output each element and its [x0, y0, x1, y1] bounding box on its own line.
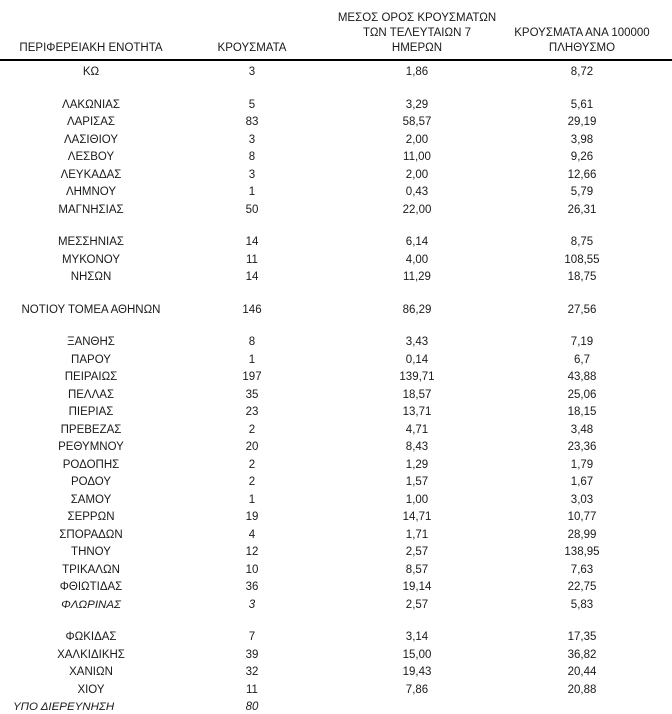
cell-spacer: [652, 474, 672, 492]
cell-per100k: 1,67: [570, 476, 594, 489]
cell-avg7: 1,00: [405, 493, 429, 506]
cell-spacer: [652, 439, 672, 457]
cell-region: ΜΥΚΟΝΟΥ: [61, 253, 121, 266]
col-header-per100k-line2: ΠΛΗΘΥΣΜΟ: [548, 42, 616, 54]
cell-cases: 50: [245, 203, 259, 216]
cell-per100k: 5,83: [570, 598, 594, 611]
cell-per100k: 6,7: [574, 353, 590, 366]
cell-region: ΧΑΛΚΙΔΙΚΗΣ: [57, 648, 125, 661]
cell-spacer: [652, 699, 672, 714]
cell-spacer: [652, 422, 672, 440]
cell-region: ΧΑΝΙΩΝ: [69, 666, 113, 679]
cell-spacer: [652, 352, 672, 370]
cell-cases: 2: [248, 458, 256, 471]
cell-avg7: 22,00: [402, 203, 432, 216]
cell-per100k: 25,06: [567, 388, 597, 401]
cell-per100k: 108,55: [564, 253, 600, 266]
cell-region: ΤΡΙΚΑΛΩΝ: [62, 563, 120, 576]
table-row: [0, 202, 672, 220]
cell-cases: 14: [245, 271, 259, 284]
cell-region: ΡΟΔΟΥ: [70, 476, 112, 489]
cell-avg7: 11,00: [403, 151, 431, 164]
cell-per100k: 22,75: [567, 581, 597, 594]
cell-spacer: [652, 387, 672, 405]
cell-spacer: [652, 457, 672, 475]
cell-per100k: 20,44: [567, 666, 597, 679]
spacer-row: [0, 614, 672, 629]
col-header-per100k: [512, 0, 652, 60]
cell-spacer: [652, 682, 672, 700]
cell-cases: 3: [248, 168, 256, 181]
cell-per100k: 7,63: [570, 563, 594, 576]
table-row: [0, 387, 672, 405]
cell-region: ΠΑΡΟΥ: [71, 353, 111, 366]
col-header-avg7-line1: ΜΕΣΟΣ ΟΡΟΣ ΚΡΟΥΣΜΑΤΩΝ: [337, 12, 497, 24]
table-row: [0, 682, 672, 700]
cell-per100k: 3,98: [570, 133, 594, 146]
cell-cases: 8: [248, 151, 256, 164]
spacer-row: [0, 82, 672, 97]
cell-region: ΠΙΕΡΙΑΣ: [68, 406, 114, 419]
cell-per100k: 138,95: [564, 546, 600, 559]
cell-avg7: 8,57: [405, 563, 429, 576]
table-row: [0, 132, 672, 150]
cell-per100k: 27,56: [567, 303, 597, 316]
cell-region: ΠΕΙΡΑΙΩΣ: [64, 371, 118, 384]
cell-region: ΧΙΟΥ: [77, 683, 105, 696]
table-row: [0, 579, 672, 597]
cell-per100k: 5,61: [570, 98, 594, 111]
cell-avg7: 4,71: [405, 423, 429, 436]
cell-cases: 2: [248, 423, 256, 436]
cell-cases: 4: [248, 528, 256, 541]
cell-region: ΝΟΤΙΟΥ ΤΟΜΕΑ ΑΘΗΝΩΝ: [21, 303, 161, 316]
cell-avg7: 19,14: [402, 581, 432, 594]
cell-cases: 3: [248, 133, 256, 146]
cell-cases: 14: [245, 236, 259, 249]
cell-region: ΠΡΕΒΕΖΑΣ: [60, 423, 122, 436]
table-row: [0, 269, 672, 287]
table-row: [0, 544, 672, 562]
cell-per100k: 10,77: [567, 511, 597, 524]
cell-spacer: [652, 252, 672, 270]
cell-cases: 11: [246, 683, 258, 696]
cell-avg7: 0,14: [405, 353, 429, 366]
table-header: [0, 0, 672, 60]
col-header-cases: [182, 0, 322, 60]
col-header-cases-label: ΚΡΟΥΣΜΑΤΑ: [217, 42, 287, 54]
cell-avg7: 13,71: [402, 406, 432, 419]
cell-per100k: 23,36: [567, 441, 597, 454]
cell-region: ΛΗΜΝΟΥ: [65, 186, 117, 199]
cell-cases: 146: [242, 303, 262, 316]
col-header-avg7-line2: ΤΩΝ ΤΕΛΕΥΤΑΙΩΝ 7: [363, 27, 471, 39]
cell-spacer: [652, 302, 672, 320]
cell-cases: 2: [248, 476, 256, 489]
cell-per100k: 29,19: [567, 116, 597, 129]
cell-spacer: [652, 527, 672, 545]
cell-cases: 32: [245, 666, 259, 679]
cell-region: ΝΗΣΩΝ: [70, 271, 112, 284]
cell-region: ΛΕΥΚΑΔΑΣ: [60, 168, 122, 181]
cell-per100k: 3,48: [570, 423, 594, 436]
cell-avg7: 2,57: [405, 546, 429, 559]
cell-per100k: 17,35: [567, 631, 597, 644]
spacer-cell: [0, 82, 672, 97]
cell-avg7: 19,43: [402, 666, 432, 679]
table-row: [0, 167, 672, 185]
cell-cases: 36: [245, 581, 259, 594]
cell-region: ΞΑΝΘΗΣ: [67, 336, 115, 349]
cell-spacer: [652, 509, 672, 527]
cell-spacer: [652, 597, 672, 615]
table-row: [0, 647, 672, 665]
table-row: [0, 527, 672, 545]
spacer-cell: [0, 287, 672, 302]
cell-avg7: 8,43: [405, 441, 429, 454]
cell-spacer: [652, 647, 672, 665]
table-row: [0, 457, 672, 475]
spacer-row: [0, 287, 672, 302]
cell-per100k: 3,03: [570, 493, 594, 506]
cell-spacer: [652, 334, 672, 352]
cell-avg7: [322, 699, 512, 714]
cell-per100k: 43,88: [567, 371, 597, 384]
table-row: [0, 252, 672, 270]
header-row: [0, 0, 672, 60]
cell-per100k: 18,15: [567, 406, 597, 419]
table-row: [0, 597, 672, 615]
cell-region: ΣΕΡΡΩΝ: [67, 511, 115, 524]
table-row: [0, 474, 672, 492]
cell-spacer: [652, 60, 672, 82]
cell-region: ΛΕΣΒΟΥ: [67, 151, 115, 164]
cell-avg7: 3,43: [405, 336, 429, 349]
cell-cases: 83: [245, 116, 259, 129]
cell-avg7: 58,57: [402, 116, 432, 129]
cell-spacer: [652, 369, 672, 387]
table-row: [0, 509, 672, 527]
cell-per100k: 7,19: [570, 336, 594, 349]
cell-cases: 5: [248, 98, 256, 111]
cell-cases: 3: [248, 598, 256, 611]
cell-spacer: [652, 167, 672, 185]
cell-cases: 39: [245, 648, 259, 661]
cell-cases: 10: [245, 563, 259, 576]
cell-avg7: 2,57: [405, 598, 429, 611]
cell-cases: 20: [245, 441, 259, 454]
table-row: [0, 234, 672, 252]
cell-region: ΦΘΙΩΤΙΔΑΣ: [59, 581, 123, 594]
cell-avg7: 3,14: [405, 631, 429, 644]
cell-region: ΡΟΔΟΠΗΣ: [62, 458, 120, 471]
cell-spacer: [652, 114, 672, 132]
spacer-cell: [0, 319, 672, 334]
col-header-avg7: [322, 0, 512, 60]
cell-cases: 35: [245, 388, 259, 401]
cell-per100k: 12,66: [567, 168, 597, 181]
cell-region: ΛΑΡΙΣΑΣ: [66, 116, 116, 129]
cell-avg7: 1,86: [405, 66, 429, 79]
cell-spacer: [652, 492, 672, 510]
cell-region: ΦΛΩΡΙΝΑΣ: [61, 598, 121, 611]
cell-cases: 23: [245, 406, 259, 419]
cell-region: ΡΕΘΥΜΝΟΥ: [58, 441, 124, 454]
cell-region: ΚΩ: [82, 66, 100, 79]
cell-avg7: 7,86: [405, 683, 429, 696]
cell-spacer: [652, 404, 672, 422]
table-row: [0, 369, 672, 387]
spacer-cell: [0, 219, 672, 234]
table-row: [0, 562, 672, 580]
cell-per100k: 5,79: [570, 186, 594, 199]
cell-region: ΠΕΛΛΑΣ: [67, 388, 115, 401]
spacer-cell: [0, 614, 672, 629]
cell-cases: 80: [245, 701, 259, 714]
table-row: [0, 404, 672, 422]
cell-cases: 11: [246, 253, 258, 266]
cell-cases: 12: [245, 546, 259, 559]
table-row: [0, 492, 672, 510]
cell-cases: 1: [248, 186, 256, 199]
table-row: [0, 664, 672, 682]
cell-region: ΜΑΓΝΗΣΙΑΣ: [58, 203, 124, 216]
cell-per100k: 8,72: [570, 66, 594, 79]
cell-avg7: 3,29: [405, 98, 429, 111]
cell-spacer: [652, 579, 672, 597]
table-row: [0, 114, 672, 132]
cell-cases: 197: [242, 371, 262, 384]
col-header-region: [0, 0, 182, 60]
cell-avg7: 4,00: [405, 253, 429, 266]
cell-avg7: 6,14: [405, 236, 429, 249]
table-row: [0, 60, 672, 82]
cell-avg7: 14,71: [402, 511, 432, 524]
table-row: [0, 149, 672, 167]
cell-avg7: 15,00: [402, 648, 432, 661]
cell-spacer: [652, 664, 672, 682]
cell-spacer: [652, 234, 672, 252]
cell-per100k: 20,88: [567, 683, 597, 696]
cell-per100k: 18,75: [567, 271, 597, 284]
table-row: [0, 699, 672, 714]
cell-spacer: [652, 202, 672, 220]
cell-avg7: 139,71: [399, 371, 435, 384]
cell-avg7: 1,71: [405, 528, 429, 541]
cell-cases: 8: [248, 336, 256, 349]
cell-region: ΛΑΚΩΝΙΑΣ: [62, 98, 120, 111]
cell-per100k: 28,99: [567, 528, 597, 541]
cell-per100k: 8,75: [570, 236, 594, 249]
table-row: [0, 352, 672, 370]
cell-avg7: 86,29: [402, 303, 432, 316]
table-row: [0, 184, 672, 202]
cell-region: ΛΑΣΙΘΙΟΥ: [63, 133, 119, 146]
spacer-row: [0, 219, 672, 234]
cell-cases: 1: [248, 353, 256, 366]
table-row: [0, 439, 672, 457]
cell-cases: 19: [245, 511, 259, 524]
cell-per100k: [512, 699, 652, 714]
cell-per100k: 36,82: [567, 648, 597, 661]
cell-avg7: 0,43: [405, 186, 429, 199]
col-header-spacer: [652, 0, 672, 60]
cell-region: ΜΕΣΣΗΝΙΑΣ: [57, 236, 125, 249]
cell-spacer: [652, 562, 672, 580]
cell-region: ΤΗΝΟΥ: [71, 546, 111, 559]
cell-region: ΥΠΟ ΔΙΕΡΕΥΝΗΣΗ: [13, 701, 115, 714]
cell-avg7: 2,00: [405, 168, 429, 181]
cell-spacer: [652, 184, 672, 202]
col-header-avg7-line3: ΗΜΕΡΩΝ: [391, 42, 443, 54]
cell-spacer: [652, 629, 672, 647]
cell-cases: 3: [248, 66, 256, 79]
cell-avg7: 1,29: [405, 458, 429, 471]
cell-spacer: [652, 149, 672, 167]
table-row: [0, 97, 672, 115]
spacer-row: [0, 319, 672, 334]
cell-spacer: [652, 544, 672, 562]
cell-cases: 1: [248, 493, 256, 506]
cell-cases: 7: [248, 631, 256, 644]
col-header-per100k-line1: ΚΡΟΥΣΜΑΤΑ ΑΝΑ 100000: [514, 27, 650, 39]
table-row: [0, 422, 672, 440]
cell-spacer: [652, 97, 672, 115]
col-header-region-label: ΠΕΡΙΦΕΡΕΙΑΚΗ ΕΝΟΤΗΤΑ: [19, 42, 163, 54]
cell-avg7: 2,00: [405, 133, 429, 146]
cell-spacer: [652, 132, 672, 150]
cell-avg7: 1,57: [405, 476, 429, 489]
table-row: [0, 302, 672, 320]
cell-region: ΣΑΜΟΥ: [70, 493, 112, 506]
cell-spacer: [652, 269, 672, 287]
cell-per100k: 1,79: [570, 458, 594, 471]
cell-avg7: 11,29: [403, 271, 431, 284]
table-row: [0, 629, 672, 647]
table-row: [0, 334, 672, 352]
cell-per100k: 9,26: [570, 151, 594, 164]
cell-region: ΦΩΚΙΔΑΣ: [65, 631, 117, 644]
cell-per100k: 26,31: [567, 203, 597, 216]
cell-region: ΣΠΟΡΑΔΩΝ: [59, 528, 123, 541]
cell-avg7: 18,57: [402, 388, 432, 401]
table-body: [0, 60, 672, 714]
